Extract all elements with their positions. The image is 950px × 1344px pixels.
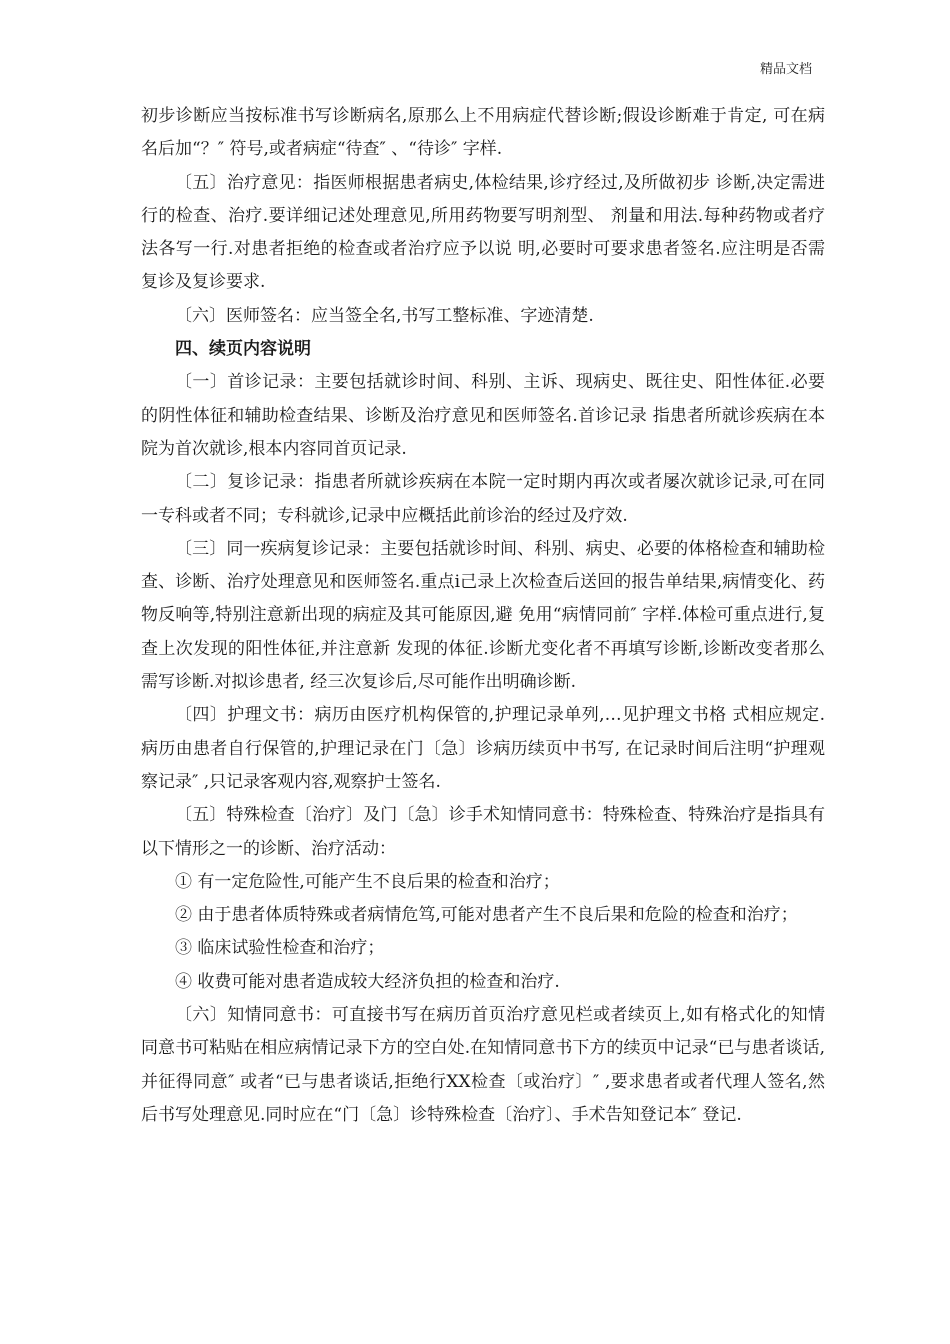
paragraph-same-disease-return-visit: 〔三〕同一疾病复诊记录：主要包括就诊时间、科别、病史、必要的体格检查和辅助检查、诊断、治疗处理意见和医师签名.重点i己录上次检查后送回的报告单结果,病情变化、药物反响等,特别注意新出现的病症及其可能原因,避 免用“病情同前″ 字样.体检可重点进行,复查上次发现的阳性体征,并注意新 发现的体征.诊断尤变化者不再填写诊断,诊断改变者那么需写诊断.对拟诊患者, 经三次复诊后,尽可能作出明确诊断.	[141, 538, 825, 693]
document-body	[141, 100, 825, 1132]
header-label: 精品文档	[759, 62, 812, 77]
paragraph-special-examination-consent: 〔五〕特殊检查〔治疗〕及门〔急〕诊手术知情同意书：特殊检查、特殊治疗是指具有以下情形之一的诊断、治疗活动：	[141, 805, 825, 859]
paragraph-initial-diagnosis: 初步诊断应当按标准书写诊断病名,原那么上不用病症代替诊断;假设诊断难于肯定, 可在病名后加“？″ 符号,或者病症“待查″ 、“待诊″ 字样.	[141, 106, 825, 160]
paragraph-first-visit-record: 〔一〕首诊记录：主要包括就诊时间、科别、主诉、现病史、既往史、阳性体征.必要的阴性体征和辅助检查结果、诊断及治疗意见和医师签名.首诊记录 指患者所就诊疾病在本院为首次就诊,根本内容同首页记录.	[141, 372, 825, 459]
paragraph-nursing-documents: 〔四〕护理文书：病历由医疗机构保管的,护理记录单列,…见护理文书格 式相应规定.病历由患者自行保管的,护理记录在门〔急〕诊病历续页中书写, 在记录时间后注明“护理观察记录″ ,只记录客观内容,观察护士签名.	[141, 705, 825, 792]
paragraph-treatment-opinion: 〔五〕治疗意见：指医师根据患者病史,体检结果,诊疗经过,及所做初步 诊断,决定需进行的检查、治疗.要详细记述处理意见,所用药物要写明剂型、 剂量和用法.每种药物或者疗法各写一行.对患者拒绝的检查或者治疗应予以说 明,必要时可要求患者签名.应注明是否需复诊及复诊要求.	[141, 172, 825, 293]
paragraph-return-visit-record: 〔二〕复诊记录：指患者所就诊疾病在本院一定时期内再次或者屡次就诊记录,可在同一专科或者不同；专科就诊,记录中应概括此前诊治的经过及疗效.	[141, 472, 825, 526]
paragraph-informed-consent: 〔六〕知情同意书：可直接书写在病历首页治疗意见栏或者续页上,如有格式化的知情同意书可粘贴在相应病情记录下方的空白处.在知情同意书下方的续页中记录“已与患者谈话,并征得同意″ 或者“已与患者谈话,拒绝行XX检查〔或治疗〕″ ,要求患者或者代理人签名,然后书写处理意见.同时应在“门〔急〕诊特殊检查〔治疗〕、手术告知登记本″ 登记.	[141, 1005, 825, 1125]
list-item-3: ③ 临床试验性检查和治疗；	[175, 938, 385, 959]
section-heading: 四、续页内容说明	[175, 339, 311, 360]
paragraph-doctor-signature: 〔六〕医师签名：应当签全名,书写工整标准、字迹清楚.	[175, 305, 594, 326]
list-item-4: ④ 收费可能对患者造成较大经济负担的检查和治疗.	[175, 971, 560, 992]
list-item-2: ② 由于患者体质特殊或者病情危笃,可能对患者产生不良后果和危险的检查和治疗；	[175, 905, 798, 926]
list-item-1: ① 有一定危险性,可能产生不良后果的检查和治疗；	[175, 871, 560, 892]
